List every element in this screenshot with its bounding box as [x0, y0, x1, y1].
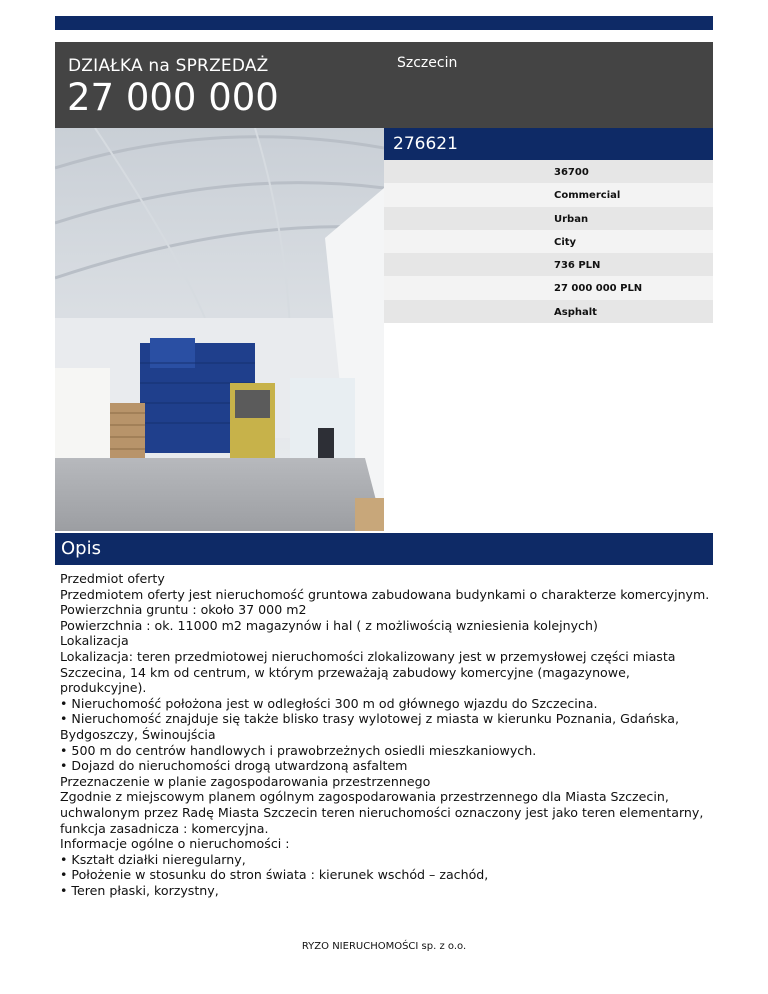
detail-row	[384, 253, 713, 276]
description-line: • 500 m do centrów handlowych i prawobrzeżnych osiedli mieszkaniowych.	[60, 742, 537, 758]
top-accent-bar	[55, 16, 713, 30]
detail-row	[384, 160, 713, 183]
listing-price: 27 000 000	[67, 76, 279, 119]
description-line: Lokalizacja	[60, 633, 129, 649]
detail-value: Urban	[554, 213, 589, 225]
detail-value: Commercial	[554, 190, 621, 202]
description-line: • Teren płaski, korzystny,	[60, 882, 219, 898]
section-title: Opis	[61, 538, 101, 559]
description-line: • Kształt działki nieregularny,	[60, 851, 246, 867]
description-text	[60, 571, 710, 898]
description-line: Przedmiot oferty	[60, 571, 165, 586]
property-photo	[55, 128, 384, 531]
description-line: Przedmiotem oferty jest nieruchomość gruntowa zabudowana budynkami o charakterze komercyjnym.	[60, 586, 710, 602]
description-line: Przeznaczenie w planie zagospodarowania przestrzennego	[60, 773, 431, 789]
description-line: Informacje ogólne o nieruchomości :	[60, 836, 290, 852]
description-line: Powierzchnia : ok. 11000 m2 magazynów i hal ( z możliwością wzniesienia kolejnych)	[60, 617, 598, 633]
detail-row	[384, 230, 713, 253]
footer-company: RYZO NIERUCHOMOŚCI sp. z o.o.	[301, 941, 467, 952]
detail-value: City	[554, 236, 577, 248]
description-line: • Położenie w stosunku do stron świata : kierunek wschód – zachód,	[60, 867, 489, 883]
description-section-header	[55, 533, 713, 565]
details-table	[384, 160, 713, 323]
listing-id: 276621	[393, 134, 458, 154]
detail-row	[384, 183, 713, 206]
detail-value: Asphalt	[554, 306, 597, 318]
listing-header	[55, 42, 713, 128]
detail-value: 36700	[554, 167, 589, 178]
detail-row	[384, 276, 713, 299]
detail-value: 27 000 000 PLN	[554, 283, 643, 295]
description-line: Powierzchnia gruntu : około 37 000 m2	[60, 602, 307, 618]
listing-id-bar	[384, 128, 713, 160]
description-line: • Dojazd do nieruchomości drogą utwardzoną asfaltem	[60, 758, 408, 774]
listing-type: DZIAŁKA na SPRZEDAŻ	[68, 56, 269, 76]
description-line: Zgodnie z miejscowym planem ogólnym zagospodarowania przestrzennego dla Miasta Szczecin, uchwalonym przez Radę Miasta Szczecin teren nieruchomości oznaczony jest jako teren elementarny, funkcja zasadnicza : komercyjna.	[60, 789, 704, 836]
description-line: • Nieruchomość położona jest w odległości 300 m od głównego wjazdu do Szczecina.	[60, 695, 598, 711]
detail-row	[384, 300, 713, 323]
detail-value: 736 PLN	[554, 260, 601, 272]
detail-row	[384, 207, 713, 230]
listing-city: Szczecin	[397, 55, 458, 71]
description-line: • Nieruchomość znajduje się także blisko trasy wylotowej z miasta w kierunku Poznania, Gdańska, Bydgoszczy, Świnoujścia	[60, 711, 679, 742]
description-line: Lokalizacja: teren przedmiotowej nieruchomości zlokalizowany jest w przemysłowej części miasta Szczecina, 14 km od centrum, w którym przeważają zabudowy komercyjne (magazynowe, produkcyjne).	[60, 648, 676, 696]
